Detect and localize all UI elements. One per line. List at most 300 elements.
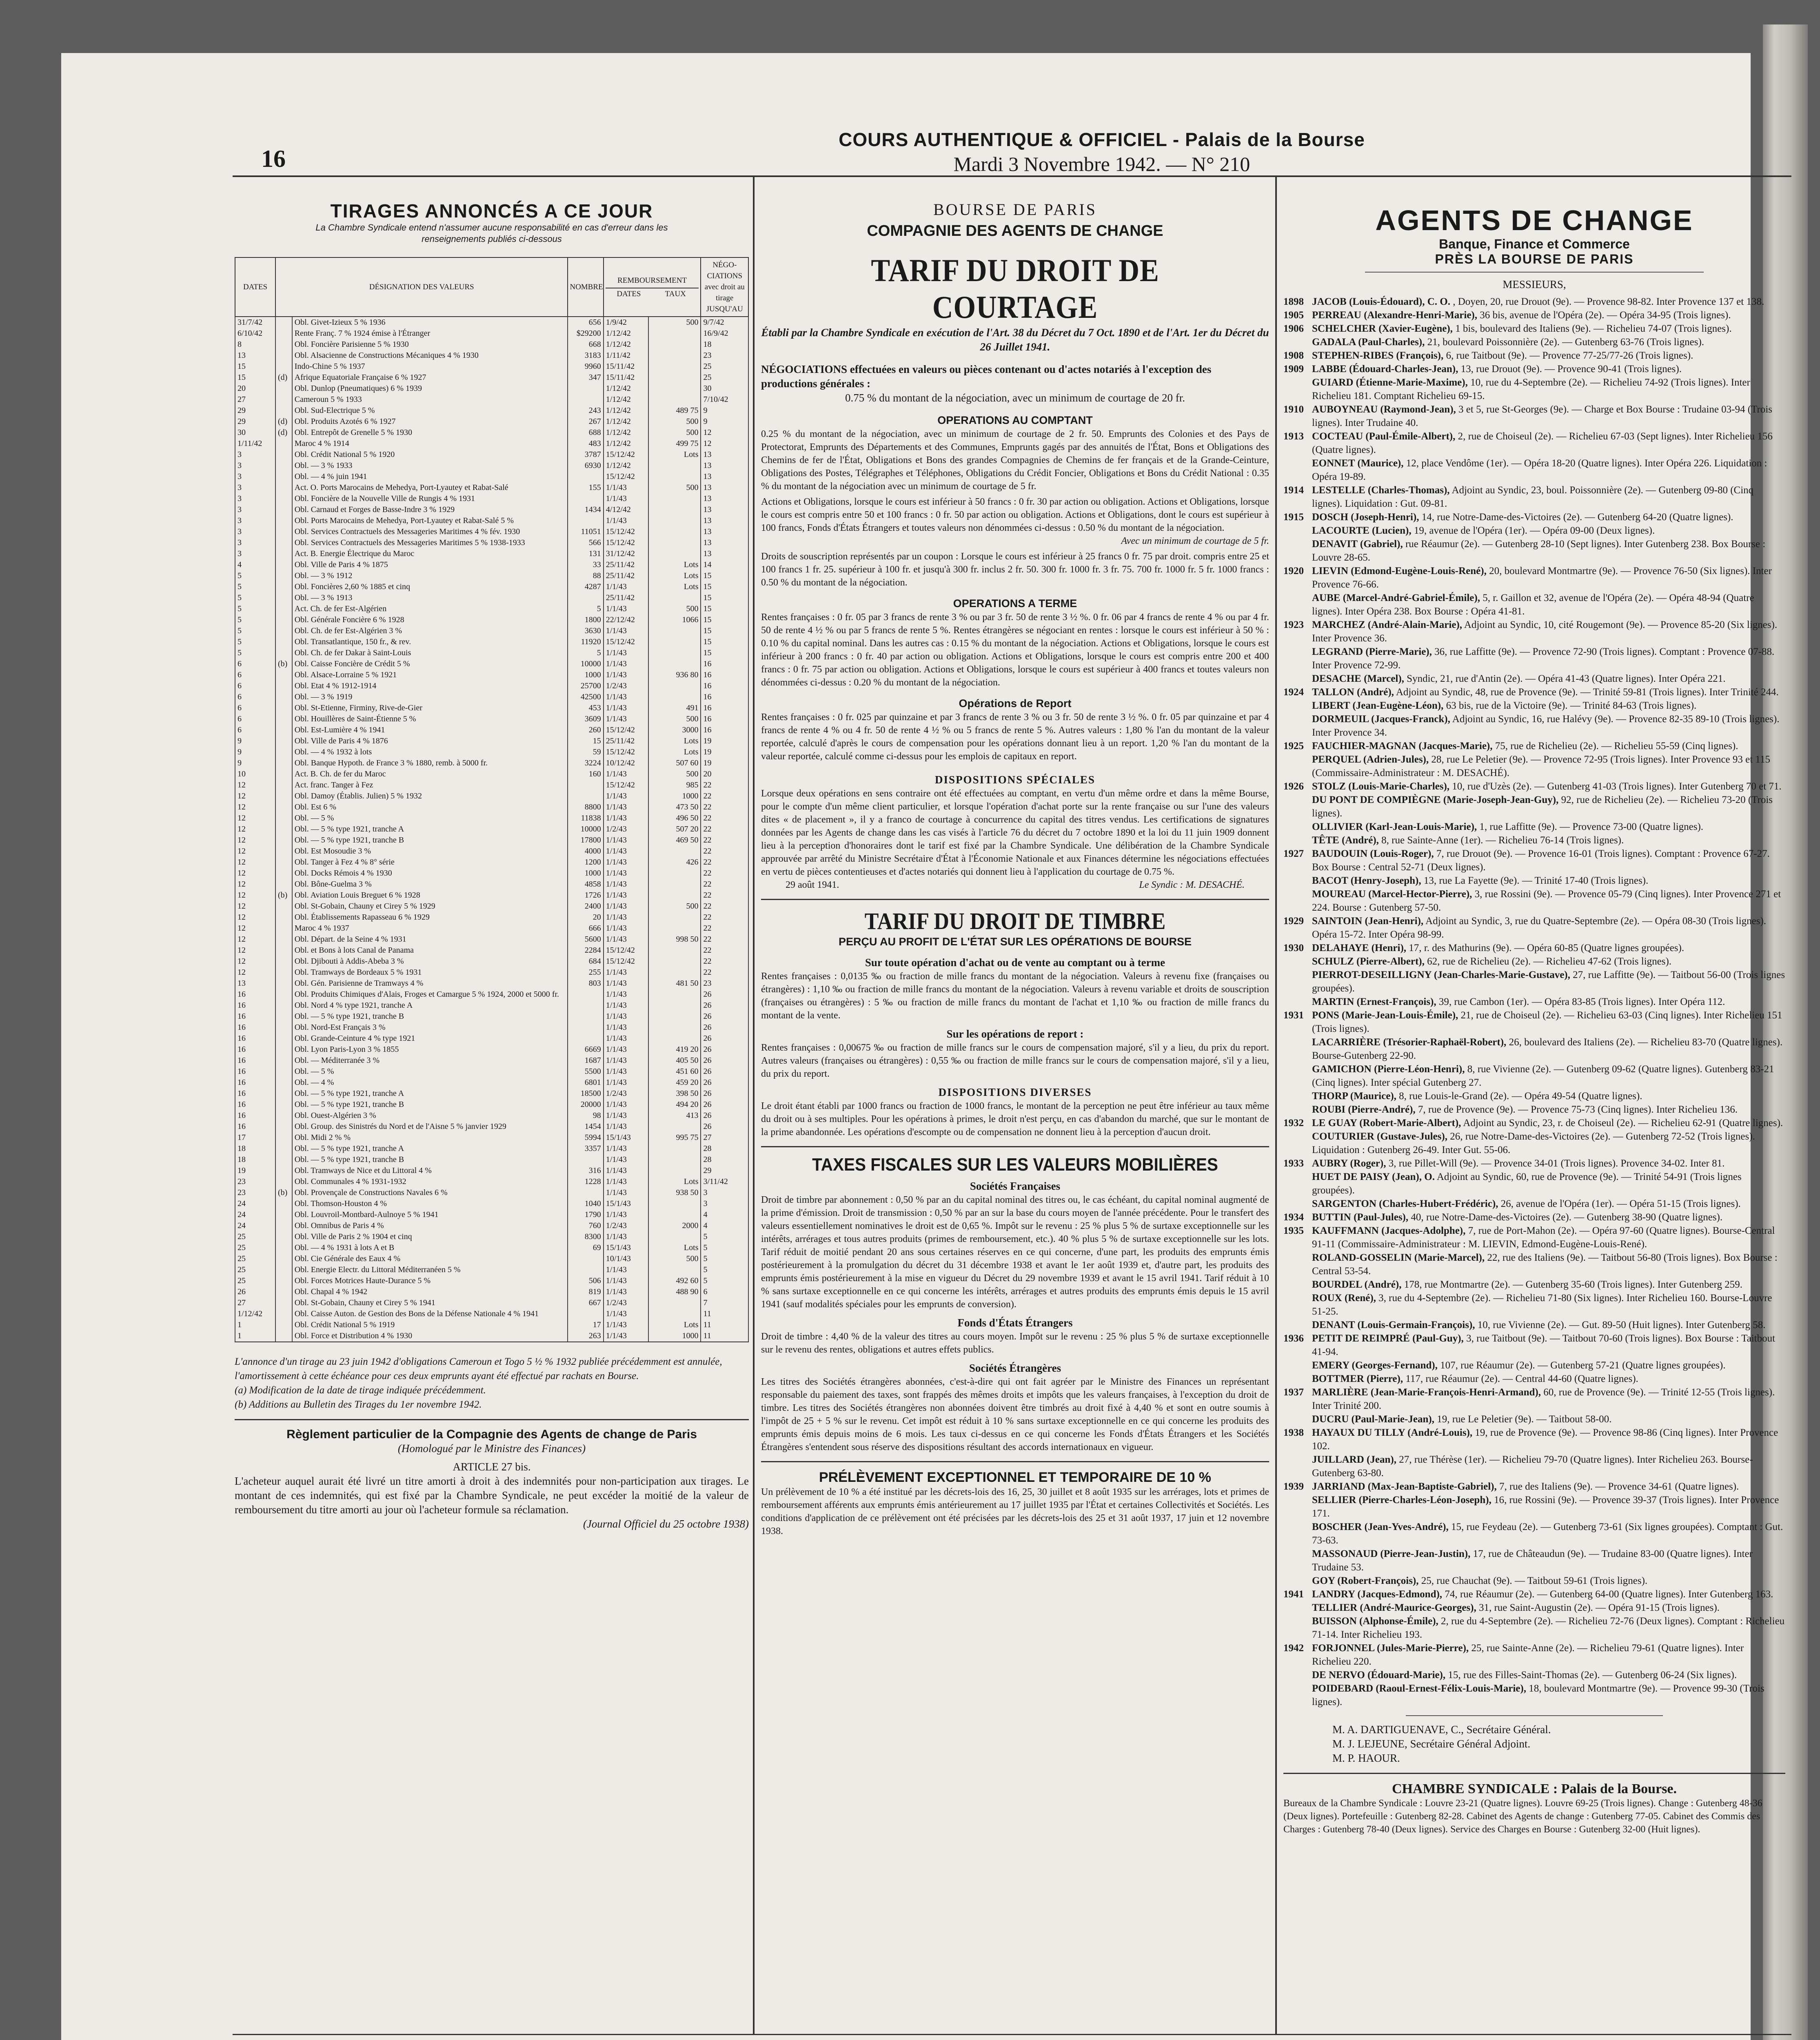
column-divider-2 bbox=[1275, 175, 1277, 2034]
table-cell: Obl. Départ. de la Seine 4 % 1931 bbox=[292, 934, 568, 945]
table-cell: (d) bbox=[275, 427, 292, 438]
table-row bbox=[235, 1330, 748, 1342]
agent-name: KAUFFMANN (Jacques-Adolphe), bbox=[1312, 1225, 1466, 1236]
list-item bbox=[1283, 1130, 1785, 1157]
table-row bbox=[235, 769, 748, 780]
agent-name: LE GUAY (Robert-Marie-Albert), bbox=[1312, 1118, 1461, 1129]
table-cell: 6930 bbox=[568, 460, 603, 471]
table-cell: 1/12/42 bbox=[604, 339, 649, 350]
agent-details: 39, rue Cambon (1er). — Opéra 83-85 (Trois lignes). Inter Opéra 112. bbox=[1438, 996, 1725, 1007]
agent-details: 7, rue Drouot (9e). — Provence 16-01 (Trois lignes). Comptant : Provence 67-27. Box Bourse : Central 52-71 (Deux lignes). bbox=[1312, 848, 1770, 873]
table-cell: 3 bbox=[235, 449, 275, 460]
table-row bbox=[235, 978, 748, 989]
agent-details: 5, r. Gaillon et 32, avenue de l'Opéra (2e). — Opéra 48-94 (Quatre lignes). Inter Opéra 238. Box Bourse : Opéra 41-81. bbox=[1312, 592, 1754, 617]
table-cell: 267 bbox=[568, 416, 603, 427]
table-cell: 10000 bbox=[568, 659, 603, 670]
table-cell: Obl. Group. des Sinistrés du Nord et de l'Aisne 5 % janvier 1929 bbox=[292, 1121, 568, 1132]
table-cell: 3630 bbox=[568, 625, 603, 636]
list-item bbox=[1283, 1601, 1785, 1614]
table-cell bbox=[648, 890, 701, 901]
agent-details: 107, rue Réaumur (2e). — Gutenberg 57-21 (Quatre lignes groupées). bbox=[1440, 1360, 1726, 1371]
table-cell: 16 bbox=[701, 659, 748, 670]
table-cell: 5600 bbox=[568, 934, 603, 945]
agent-details: Adjoint au Syndic, 16, rue Halévy (9e). — Provence 82-35 89-10 (Trois lignes). Inter Provence 34. bbox=[1312, 714, 1780, 738]
table-cell bbox=[275, 515, 292, 526]
table-cell bbox=[275, 879, 292, 890]
table-cell: Obl. Crédit National 5 % 1919 bbox=[292, 1319, 568, 1330]
table-cell bbox=[275, 317, 292, 328]
table-row bbox=[235, 703, 748, 714]
agent-name: LABBE (Édouard-Charles-Jean), bbox=[1312, 364, 1458, 375]
agent-name: PONS (Marie-Jean-Louis-Émile), bbox=[1312, 1010, 1458, 1021]
table-cell: 23 bbox=[235, 1187, 275, 1198]
table-cell: Obl. et Bons à lots Canal de Panama bbox=[292, 945, 568, 956]
table-cell: 667 bbox=[568, 1297, 603, 1308]
col-header-dates: DATES bbox=[235, 257, 275, 317]
agent-details: 7, rue de Provence (9e). — Provence 75-73 (Cinq lignes). Inter Richelieu 136. bbox=[1418, 1104, 1738, 1115]
table-cell: Obl. Produits Azotés 6 % 1927 bbox=[292, 416, 568, 427]
table-cell: 5 bbox=[235, 625, 275, 636]
compagnie-title: COMPAGNIE DES AGENTS DE CHANGE bbox=[867, 222, 1163, 239]
table-cell: 11838 bbox=[568, 813, 603, 824]
table-cell bbox=[275, 350, 292, 361]
agent-name: PERQUEL (Adrien-Jules), bbox=[1312, 754, 1429, 765]
table-row bbox=[235, 1187, 748, 1198]
agent-name: TELLIER (André-Maurice-Georges), bbox=[1312, 1602, 1476, 1613]
table-cell: 4 bbox=[235, 559, 275, 570]
table-cell: 10 bbox=[235, 769, 275, 780]
table-row bbox=[235, 394, 748, 405]
table-cell: 19 bbox=[235, 1165, 275, 1176]
table-cell bbox=[275, 1275, 292, 1286]
list-item bbox=[1283, 941, 1785, 955]
table-cell: Obl. — 3 % 1919 bbox=[292, 692, 568, 703]
table-cell: Obl. — 5 % type 1921, tranche B bbox=[292, 1154, 568, 1165]
table-cell: 1790 bbox=[568, 1209, 603, 1220]
table-cell: Obl. Aviation Louis Breguet 6 % 1928 bbox=[292, 890, 568, 901]
agent-details: 8, rue Vivienne (2e). — Gutenberg 09-62 (Quatre lignes). Gutenberg 83-21 (Cinq lignes). Inter spécial Gutenberg 27. bbox=[1312, 1064, 1774, 1088]
table-row bbox=[235, 1176, 748, 1187]
table-row bbox=[235, 1077, 748, 1088]
agent-details: 10, rue Vivienne (2e). — Gut. 89-50 (Huit lignes). Inter Gutenberg 58. bbox=[1477, 1319, 1766, 1330]
table-cell bbox=[648, 361, 701, 372]
agent-details: 10, rue du 4-Septembre (2e). — Richelieu 74-92 (Trois lignes). Inter Richelieu 181. Comptant Richelieu 69-15. bbox=[1312, 377, 1750, 401]
table-cell: 22 bbox=[701, 846, 748, 857]
agent-name: PIERROT-DESEILLIGNY (Jean-Charles-Marie-Gustave), bbox=[1312, 969, 1570, 980]
table-cell: Lots bbox=[648, 559, 701, 570]
table-cell: 22 bbox=[701, 890, 748, 901]
table-cell: 1/1/43 bbox=[604, 670, 649, 681]
table-cell: 25 bbox=[701, 361, 748, 372]
table-cell: 30 bbox=[235, 427, 275, 438]
prelevement-title: PRÉLÈVEMENT EXCEPTIONNEL ET TEMPORAIRE DE 10 % bbox=[819, 1470, 1211, 1485]
table-cell: 1/2/43 bbox=[604, 1220, 649, 1231]
table-cell: 19 bbox=[701, 758, 748, 769]
table-row bbox=[235, 1110, 748, 1121]
table-row bbox=[235, 890, 748, 901]
table-cell: 15/12/42 bbox=[604, 471, 649, 482]
table-cell: 1000 bbox=[568, 670, 603, 681]
table-cell: 16 bbox=[235, 1055, 275, 1066]
table-cell: 12 bbox=[235, 868, 275, 879]
table-cell: Obl. Alsace-Lorraine 5 % 1921 bbox=[292, 670, 568, 681]
table-cell: 6 bbox=[701, 1286, 748, 1297]
table-cell bbox=[275, 1143, 292, 1154]
table-cell: 24 bbox=[235, 1198, 275, 1209]
agent-name: BUISSON (Alphonse-Émile), bbox=[1312, 1616, 1438, 1627]
agent-name: MARCHEZ (André-Alain-Marie), bbox=[1312, 619, 1462, 630]
table-cell: 23 bbox=[701, 350, 748, 361]
page-number: 16 bbox=[261, 145, 286, 172]
table-cell: 1/12/42 bbox=[604, 405, 649, 416]
report-title: Opérations de Report bbox=[959, 697, 1072, 710]
agent-details: 26, avenue de l'Opéra (1er). — Opéra 51-15 (Trois lignes). bbox=[1500, 1198, 1741, 1209]
table-cell bbox=[275, 361, 292, 372]
list-item bbox=[1283, 483, 1785, 510]
agent-details: 7, rue des Italiens (9e). — Provence 34-61 (Quatre lignes). bbox=[1499, 1481, 1739, 1492]
table-cell: 26 bbox=[701, 1110, 748, 1121]
table-cell bbox=[275, 625, 292, 636]
table-cell: 1/1/43 bbox=[604, 1330, 649, 1342]
table-cell: 1/11/42 bbox=[604, 350, 649, 361]
table-cell: 998 50 bbox=[648, 934, 701, 945]
table-cell: 1/12/42 bbox=[604, 460, 649, 471]
table-cell: 398 50 bbox=[648, 1088, 701, 1099]
agent-name: GOY (Robert-François), bbox=[1312, 1575, 1419, 1586]
table-cell: 16 bbox=[235, 1077, 275, 1088]
table-cell: 260 bbox=[568, 725, 603, 736]
agent-details: 19, rue de Provence (9e). — Provence 98-86 (Cinq lignes). Inter Provence 102. bbox=[1312, 1427, 1778, 1452]
table-row bbox=[235, 868, 748, 879]
table-cell: 6 bbox=[235, 714, 275, 725]
table-cell: 15 bbox=[701, 636, 748, 647]
table-cell: 1040 bbox=[568, 1198, 603, 1209]
table-cell: $29200 bbox=[568, 328, 603, 339]
table-cell bbox=[648, 967, 701, 978]
taxes-t2: Droit de timbre : 4,40 % de la valeur des titres au cours moyen. Impôt sur le revenu : 25 % plus 5 % de surtaxe exceptionnelle sur le revenu des rentes, obligations et autres effets publics. bbox=[761, 1331, 1269, 1355]
table-cell: 18 bbox=[235, 1143, 275, 1154]
list-item bbox=[1283, 1009, 1785, 1036]
list-item bbox=[1283, 1386, 1785, 1412]
table-cell: 16 bbox=[235, 1022, 275, 1033]
table-cell: 1434 bbox=[568, 504, 603, 515]
table-row bbox=[235, 758, 748, 769]
list-item bbox=[1283, 1574, 1785, 1588]
taxes-s2: Fonds d'États Étrangers bbox=[957, 1317, 1073, 1329]
table-cell bbox=[275, 670, 292, 681]
table-cell: Obl. Sud-Electrique 5 % bbox=[292, 405, 568, 416]
table-cell: 500 bbox=[648, 416, 701, 427]
prelevement-text: Un prélèvement de 10 % a été institué par les décrets-lois des 16, 25, 30 juillet et 8 août 1935 sur les arrérages, lots et primes de remboursement afférents aux emprunts émis antérieurement au 17 juillet 1935 par l'État et certaines Collectivités et Sociétés. Les conditions d'application de ce prélèvement ont été précisées par les décrets-lois des 25 et 31 août 1937, 17 juin et 12 novembre 1938. bbox=[761, 1487, 1269, 1537]
table-cell: 15/11/42 bbox=[604, 372, 649, 383]
table-row bbox=[235, 857, 748, 868]
table-cell: 9/7/42 bbox=[701, 317, 748, 328]
table-cell: Obl. — 5 % type 1921, tranche B bbox=[292, 1099, 568, 1110]
table-cell: 22 bbox=[701, 802, 748, 813]
agent-year: 1908 bbox=[1283, 350, 1304, 361]
table-cell: 3 bbox=[235, 537, 275, 548]
list-item bbox=[1283, 1453, 1785, 1480]
table-cell: 22 bbox=[701, 824, 748, 835]
list-item bbox=[1283, 362, 1785, 376]
table-cell bbox=[275, 736, 292, 747]
table-cell: 1800 bbox=[568, 614, 603, 625]
table-cell: Lots bbox=[648, 570, 701, 581]
table-cell bbox=[648, 1264, 701, 1275]
table-cell bbox=[568, 1264, 603, 1275]
agent-details: 3, rue Pillet-Will (9e). — Provence 34-01 (Trois lignes). Provence 34-02. Inter 81. bbox=[1388, 1158, 1725, 1169]
table-cell: Obl. Tanger à Fez 4 % 8° série bbox=[292, 857, 568, 868]
table-cell bbox=[648, 383, 701, 394]
table-cell bbox=[275, 1088, 292, 1099]
table-cell: Obl. Ch. de fer Est-Algérien 3 % bbox=[292, 625, 568, 636]
article-heading: ARTICLE 27 bis. bbox=[453, 1461, 531, 1473]
table-cell bbox=[648, 625, 701, 636]
table-cell: 6 bbox=[235, 659, 275, 670]
table-cell bbox=[275, 1000, 292, 1011]
reglement-subtitle: (Homologué par le Ministre des Finances) bbox=[397, 1442, 586, 1455]
table-row bbox=[235, 802, 748, 813]
table-cell bbox=[275, 1209, 292, 1220]
agents-sub2: PRÈS LA BOURSE DE PARIS bbox=[1435, 252, 1634, 266]
table-cell: 1/1/43 bbox=[604, 868, 649, 879]
table-cell: Obl. Omnibus de Paris 4 % bbox=[292, 1220, 568, 1231]
table-cell: 1/1/43 bbox=[604, 1022, 649, 1033]
table-cell: 9 bbox=[701, 405, 748, 416]
table-row bbox=[235, 1319, 748, 1330]
table-cell bbox=[275, 1011, 292, 1022]
table-cell: 98 bbox=[568, 1110, 603, 1121]
messieurs: MESSIEURS, bbox=[1503, 278, 1566, 290]
agent-name: BOTTMER (Pierre), bbox=[1312, 1373, 1403, 1384]
table-cell bbox=[568, 1154, 603, 1165]
table-cell: 1000 bbox=[568, 868, 603, 879]
agent-details: 178, rue Montmartre (2e). — Gutenberg 35-60 (Trois lignes). Inter Gutenberg 259. bbox=[1404, 1279, 1742, 1290]
table-cell: 500 bbox=[648, 769, 701, 780]
table-row bbox=[235, 647, 748, 659]
table-row bbox=[235, 1220, 748, 1231]
table-cell bbox=[648, 1143, 701, 1154]
table-cell: 12 bbox=[235, 813, 275, 824]
table-cell: Obl. Établissements Rapasseau 6 % 1929 bbox=[292, 912, 568, 923]
table-cell: 1/2/43 bbox=[604, 1088, 649, 1099]
agent-year: 1935 bbox=[1283, 1225, 1304, 1236]
table-row bbox=[235, 791, 748, 802]
table-cell: Lots bbox=[648, 1319, 701, 1330]
table-cell: 16 bbox=[701, 725, 748, 736]
table-cell: 3 bbox=[235, 482, 275, 493]
table-cell bbox=[648, 1000, 701, 1011]
table-row bbox=[235, 835, 748, 846]
table-cell: 496 50 bbox=[648, 813, 701, 824]
agent-name: GAMICHON (Pierre-Léon-Henri), bbox=[1312, 1064, 1465, 1075]
table-cell: Obl. Ports Marocains de Mehedya, Port-Lyautey et Rabat-Salé 5 % bbox=[292, 515, 568, 526]
agent-name: MARLIÈRE (Jean-Marie-François-Henri-Armand), bbox=[1312, 1387, 1541, 1398]
table-cell: 22 bbox=[701, 967, 748, 978]
table-cell: Obl. St-Gobain, Chauny et Cirey 5 % 1941 bbox=[292, 1297, 568, 1308]
table-cell: 1/1/43 bbox=[604, 879, 649, 890]
table-cell: 4287 bbox=[568, 581, 603, 592]
staff-2: M. J. LEJEUNE, Secrétaire Général Adjoint. bbox=[1332, 1738, 1531, 1750]
table-cell: 29 bbox=[235, 416, 275, 427]
table-cell: 23 bbox=[701, 978, 748, 989]
table-cell bbox=[648, 1209, 701, 1220]
agent-details: 22, rue des Italiens (9e). — Taitbout 56-80 (Trois lignes). Box Bourse : Central 53-54. bbox=[1312, 1252, 1778, 1277]
agent-details: 15, rue Feydeau (2e). — Gutenberg 73-61 (Six lignes groupées). Comptant : Gut. 73-63. bbox=[1312, 1521, 1783, 1546]
agent-name: DENANT (Louis-Germain-François), bbox=[1312, 1319, 1475, 1330]
table-cell: 18 bbox=[235, 1154, 275, 1165]
table-cell: 26 bbox=[701, 1077, 748, 1088]
table-row bbox=[235, 956, 748, 967]
table-row bbox=[235, 339, 748, 350]
table-cell: 1/1/43 bbox=[604, 967, 649, 978]
table-cell: 6801 bbox=[568, 1077, 603, 1088]
agent-details: 8, rue Sainte-Anne (1er). — Richelieu 76-14 (Trois lignes). bbox=[1381, 835, 1624, 846]
table-cell: 1/1/43 bbox=[604, 1308, 649, 1319]
list-item bbox=[1283, 564, 1785, 591]
taxes-s3: Sociétés Étrangères bbox=[969, 1362, 1061, 1374]
table-cell: 507 20 bbox=[648, 824, 701, 835]
table-cell: 16 bbox=[701, 681, 748, 692]
table-cell bbox=[275, 967, 292, 978]
table-cell: Obl. Ville de Paris 2 % 1904 et cinq bbox=[292, 1231, 568, 1242]
agent-name: LANDRY (Jacques-Edmond), bbox=[1312, 1589, 1443, 1600]
table-cell: 819 bbox=[568, 1286, 603, 1297]
table-cell: 31/7/42 bbox=[235, 317, 275, 328]
table-row bbox=[235, 692, 748, 703]
table-cell bbox=[648, 526, 701, 537]
table-cell: Obl. Alsacienne de Constructions Mécaniques 4 % 1930 bbox=[292, 350, 568, 361]
table-cell: 1454 bbox=[568, 1121, 603, 1132]
agent-name: DOSCH (Joseph-Henri), bbox=[1312, 512, 1419, 523]
table-cell bbox=[568, 1187, 603, 1198]
table-cell: 4858 bbox=[568, 879, 603, 890]
list-item bbox=[1283, 1480, 1785, 1493]
table-cell: 5 bbox=[235, 570, 275, 581]
table-cell bbox=[275, 394, 292, 405]
table-cell: 15 bbox=[701, 570, 748, 581]
table-cell: 22 bbox=[701, 912, 748, 923]
table-cell: 1/1/43 bbox=[604, 1077, 649, 1088]
table-cell: 1/1/43 bbox=[604, 934, 649, 945]
table-cell: 1/1/43 bbox=[604, 1264, 649, 1275]
table-cell bbox=[275, 1132, 292, 1143]
table-cell: 405 50 bbox=[648, 1055, 701, 1066]
table-cell: 1/1/43 bbox=[604, 1000, 649, 1011]
tarifs-column bbox=[761, 192, 1269, 1538]
table-cell: 6 bbox=[235, 670, 275, 681]
agent-name: SCHELCHER (Xavier-Eugène), bbox=[1312, 323, 1453, 334]
table-cell bbox=[648, 493, 701, 504]
table-cell: 1/1/43 bbox=[604, 1187, 649, 1198]
negociations: NÉGOCIATIONS effectuées en valeurs ou pièces contenant ou d'actes notariés à l'exception des productions générales : bbox=[761, 363, 1212, 390]
agent-details: 6, rue Taitbout (9e). — Provence 77-25/77-26 (Trois lignes). bbox=[1446, 350, 1693, 361]
list-item bbox=[1283, 335, 1785, 349]
table-cell bbox=[568, 1308, 603, 1319]
table-cell: 26 bbox=[701, 1022, 748, 1033]
agent-name: LACOURTE (Lucien), bbox=[1312, 525, 1412, 536]
table-cell: 1000 bbox=[648, 1330, 701, 1342]
agent-year: 1913 bbox=[1283, 431, 1304, 442]
table-cell: 5 bbox=[701, 1242, 748, 1253]
table-cell: 29 bbox=[701, 1165, 748, 1176]
agent-details: 63 bis, rue de la Victoire (9e). — Trinité 84-63 (Trois lignes). bbox=[1446, 700, 1697, 711]
table-cell: 12 bbox=[235, 934, 275, 945]
table-cell: 29 bbox=[235, 405, 275, 416]
table-cell: Obl. — 5 % bbox=[292, 1066, 568, 1077]
table-cell: Obl. — 5 % type 1921, tranche B bbox=[292, 835, 568, 846]
table-cell bbox=[275, 592, 292, 603]
table-cell: 15 bbox=[235, 361, 275, 372]
agent-name: BOSCHER (Jean-Yves-André), bbox=[1312, 1521, 1449, 1532]
table-row bbox=[235, 736, 748, 747]
table-cell: 499 75 bbox=[648, 438, 701, 449]
table-cell: (d) bbox=[275, 372, 292, 383]
agent-name: LESTELLE (Charles-Thomas), bbox=[1312, 485, 1450, 496]
table-cell: 16/9/42 bbox=[701, 328, 748, 339]
table-cell: 3000 bbox=[648, 725, 701, 736]
table-cell bbox=[648, 339, 701, 350]
table-cell: Obl. — Méditerranée 3 % bbox=[292, 1055, 568, 1066]
table-cell: 9 bbox=[701, 416, 748, 427]
table-cell: 4 bbox=[701, 1209, 748, 1220]
table-cell: Obl. Djibouti à Addis-Abeba 3 % bbox=[292, 956, 568, 967]
table-cell bbox=[648, 460, 701, 471]
table-cell bbox=[275, 328, 292, 339]
agent-name: ROUBI (Pierre-André), bbox=[1312, 1104, 1416, 1115]
agent-name: JUILLARD (Jean), bbox=[1312, 1454, 1396, 1465]
table-cell: Obl. — 5 % bbox=[292, 813, 568, 824]
table-cell: (b) bbox=[275, 1187, 292, 1198]
table-cell: 4 bbox=[701, 1220, 748, 1231]
table-cell bbox=[648, 592, 701, 603]
table-cell: 5 bbox=[701, 1231, 748, 1242]
table-cell: Obl. — 3 % 1912 bbox=[292, 570, 568, 581]
table-cell bbox=[648, 692, 701, 703]
reglement-title: Règlement particulier de la Compagnie des Agents de change de Paris bbox=[286, 1428, 697, 1441]
table-cell: Afrique Equatoriale Française 6 % 1927 bbox=[292, 372, 568, 383]
table-cell: 26 bbox=[701, 1044, 748, 1055]
agent-name: HAYAUX DU TILLY (André-Louis), bbox=[1312, 1427, 1473, 1438]
table-cell bbox=[275, 405, 292, 416]
table-cell: 1/1/43 bbox=[604, 714, 649, 725]
list-item bbox=[1283, 753, 1785, 780]
table-cell bbox=[275, 636, 292, 647]
agent-name: EMERY (Georges-Fernand), bbox=[1312, 1360, 1438, 1371]
agent-details: 62, rue de Richelieu (2e). — Richelieu 47-62 (Trois lignes). bbox=[1427, 956, 1672, 967]
table-cell: Act. Ch. de fer Est-Algérien bbox=[292, 603, 568, 614]
agent-details: 3, rue Rossini (9e). — Provence 05-79 (Cinq lignes). Inter Provence 271 et 224. Bourse : Gutenberg 57-50. bbox=[1312, 889, 1781, 913]
timbre-t2: Rentes françaises : 0,00675 ‰ ou fraction de mille francs sur le cours de compensation majoré, s'il y a lieu, du prix du report. Autres valeurs (françaises ou étrangères) : 0,55 ‰ ou fraction de mille francs sur le cours de compensation majoré, s'il y a lieu, du prix du report. bbox=[761, 1042, 1269, 1079]
table-row bbox=[235, 945, 748, 956]
table-cell: Lots bbox=[648, 1176, 701, 1187]
agent-name: BAUDOUIN (Louis-Roger), bbox=[1312, 848, 1434, 859]
table-cell: Obl. Ville de Paris 4 % 1875 bbox=[292, 559, 568, 570]
agent-year: 1930 bbox=[1283, 942, 1304, 953]
table-cell bbox=[275, 449, 292, 460]
list-item bbox=[1283, 1062, 1785, 1089]
table-cell: (b) bbox=[275, 890, 292, 901]
table-cell: 16 bbox=[235, 1033, 275, 1044]
table-cell: 1/12/42 bbox=[604, 383, 649, 394]
table-cell: 507 60 bbox=[648, 758, 701, 769]
table-row bbox=[235, 636, 748, 647]
table-cell: 3/11/42 bbox=[701, 1176, 748, 1187]
table-cell: 1/1/43 bbox=[604, 890, 649, 901]
agent-name: DESACHE (Marcel), bbox=[1312, 673, 1404, 684]
table-cell: Obl. — 4 % bbox=[292, 1077, 568, 1088]
list-item bbox=[1283, 1157, 1785, 1170]
